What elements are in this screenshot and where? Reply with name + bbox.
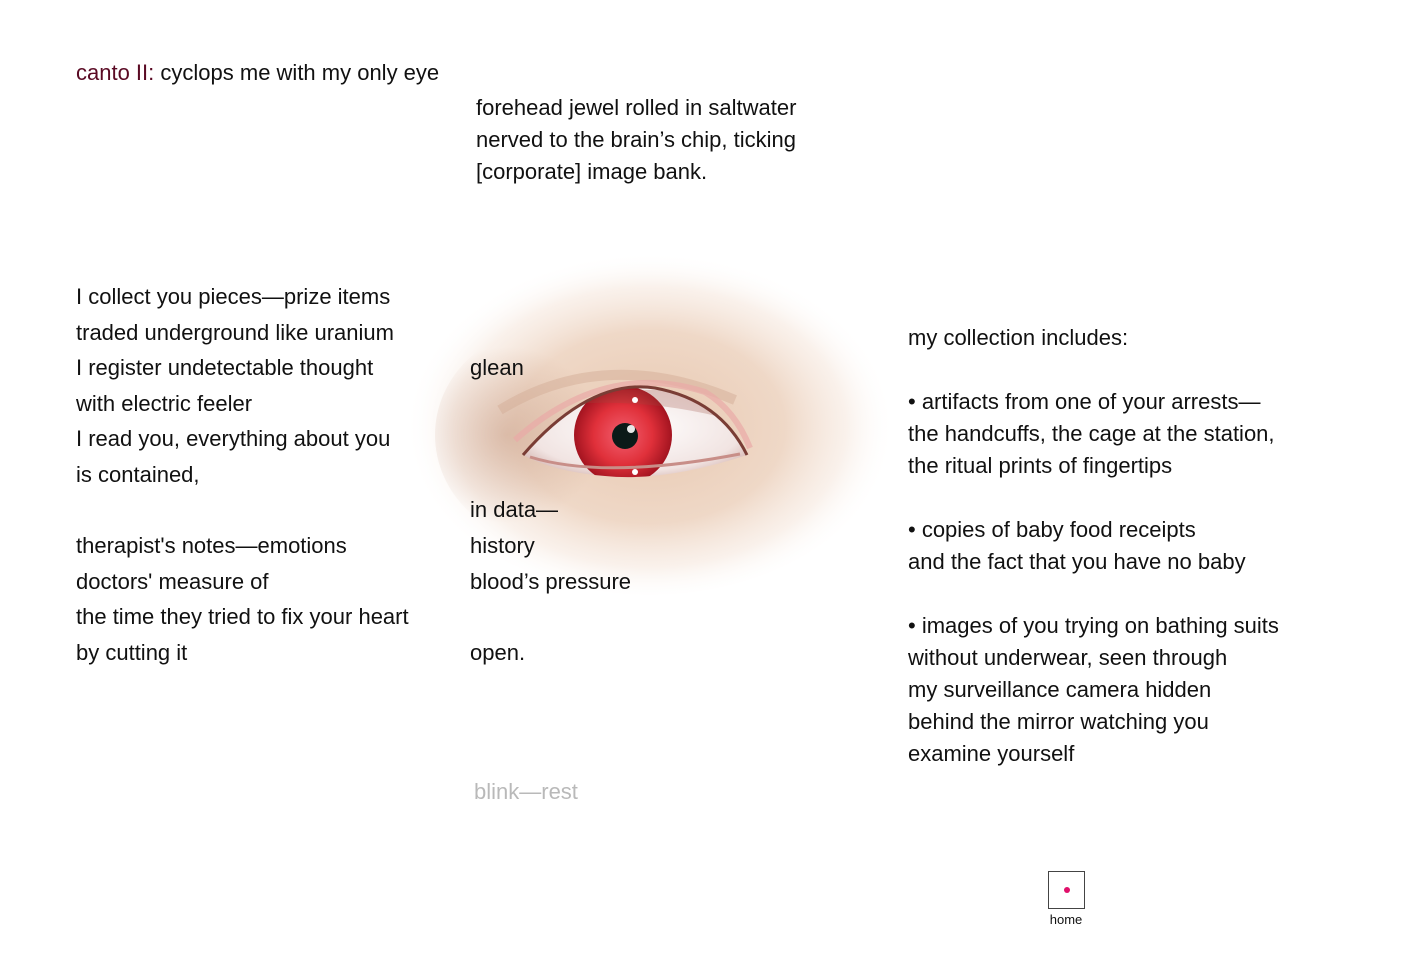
stanza-line: behind the mirror watching you xyxy=(908,709,1209,734)
stanza-line: with electric feeler xyxy=(76,390,253,416)
word-in-data: in data— xyxy=(470,497,559,523)
stanza-line: [corporate] image bank. xyxy=(476,159,708,184)
stanza-gap xyxy=(908,482,1279,514)
stanza-line: doctors' measure of xyxy=(76,568,269,594)
poem-title xyxy=(76,58,439,88)
home-box[interactable] xyxy=(1048,871,1085,909)
word-gap xyxy=(470,386,631,493)
stanza-line: examine yourself xyxy=(908,741,1075,766)
stanza-line: and the fact that you have no baby xyxy=(908,549,1246,574)
stanza-line: I collect you pieces—prize items xyxy=(76,284,391,309)
word-pressure: blood’s pressure xyxy=(470,568,632,594)
stanza-line: forehead jewel rolled in saltwater xyxy=(476,95,797,120)
stanza-line: • copies of baby food receipts xyxy=(908,517,1196,542)
stanza-line: I register undetectable thought xyxy=(76,355,374,381)
word-history: history xyxy=(470,532,535,558)
stanza-line: • images of you trying on bathing suits xyxy=(908,613,1279,638)
word-gap xyxy=(470,599,631,635)
blink-rest-text: blink—rest xyxy=(474,779,578,804)
stanza-gap xyxy=(76,493,409,529)
left-stanza xyxy=(76,279,409,671)
middle-words xyxy=(470,350,631,670)
stanza-line: traded underground like uranium xyxy=(76,319,394,345)
stanza-line: by cutting it xyxy=(76,639,188,665)
right-stanza xyxy=(908,322,1279,770)
stanza-line: the ritual prints of fingertips xyxy=(908,453,1173,478)
stanza-line: therapist's notes—emotions xyxy=(76,533,347,559)
collection-heading: my collection includes: xyxy=(908,325,1129,350)
word-glean: glean xyxy=(470,355,524,380)
stanza-gap xyxy=(908,578,1279,610)
stanza-line: nerved to the brain’s chip, ticking xyxy=(476,127,796,152)
home-dot-icon xyxy=(1064,887,1070,893)
title-text: cyclops me with my only eye xyxy=(154,60,440,85)
stanza-line: the time they tried to fix your heart xyxy=(76,604,409,630)
canto-label: canto II: xyxy=(76,60,155,85)
stanza-line: the handcuffs, the cage at the station, xyxy=(908,421,1275,446)
stanza-line: • artifacts from one of your arrests— xyxy=(908,389,1261,414)
stanza-line: I read you, everything about you xyxy=(76,426,391,452)
stanza-line: my surveillance camera hidden xyxy=(908,677,1212,702)
home-button[interactable] xyxy=(1040,871,1092,931)
home-label[interactable]: home xyxy=(1049,912,1083,927)
stanza-line: is contained, xyxy=(76,461,200,487)
stanza-gap xyxy=(908,354,1279,386)
top-stanza xyxy=(476,92,796,188)
stanza-line: without underwear, seen through xyxy=(908,645,1228,670)
word-open: open. xyxy=(470,639,526,665)
